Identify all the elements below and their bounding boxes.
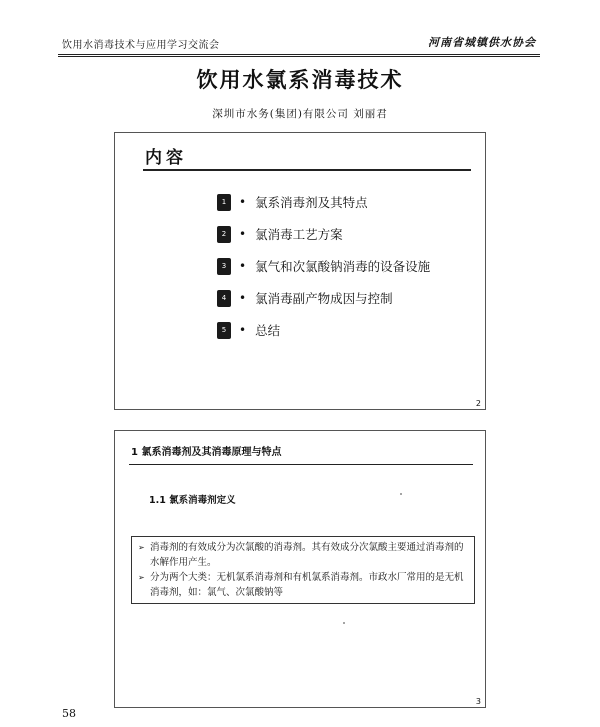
definition-item (138, 540, 468, 570)
contents-item (217, 192, 430, 212)
bullet-icon: • (239, 227, 247, 241)
slide-subheading: 1.1 氯系消毒剂定义 (149, 495, 236, 506)
running-header-organization: 河南省城镇供水协会 (428, 36, 536, 49)
contents-item (217, 320, 430, 340)
arrow-bullet-icon: ➢ (138, 543, 145, 552)
bullet-icon: • (239, 291, 247, 305)
author-line: 深圳市水务(集团)有限公司 刘丽君 (212, 108, 388, 120)
definition-item (138, 570, 468, 600)
contents-item-label: 氯消毒副产物成因与控制 (255, 291, 393, 306)
definition-text: 分为两个大类：无机氯系消毒剂和有机氯系消毒剂。市政水厂常用的是无机消毒剂，如：氯气、次氯酸钠等 (150, 572, 464, 598)
item-number-badge: 5 (217, 322, 231, 339)
bullet-icon: • (239, 323, 247, 337)
item-number-badge: 2 (217, 226, 231, 243)
contents-item-label: 氯气和次氯酸钠消毒的设备设施 (255, 259, 431, 274)
slide-contents (114, 132, 486, 410)
slide-definitions (114, 430, 486, 708)
contents-item (217, 256, 430, 276)
item-number-badge: 1 (217, 194, 231, 211)
contents-item-label: 氯消毒工艺方案 (255, 227, 343, 242)
slide-heading: 1 氯系消毒剂及其消毒原理与特点 (131, 447, 282, 458)
slide-page-number: 2 (475, 399, 481, 408)
contents-item-label: 总结 (255, 323, 281, 338)
scan-speck (343, 622, 345, 624)
contents-item (217, 288, 430, 308)
definition-text: 消毒剂的有效成分为次氯酸的消毒剂。其有效成分次氯酸主要通过消毒剂的水解作用产生。 (150, 542, 464, 568)
contents-item-label: 氯系消毒剂及其特点 (255, 195, 368, 210)
document-page-number: 58 (62, 707, 76, 720)
item-number-badge: 4 (217, 290, 231, 307)
bullet-icon: • (239, 259, 247, 273)
slide-heading: 内容 (145, 148, 187, 168)
slide-heading-rule (143, 169, 471, 171)
arrow-bullet-icon: ➢ (138, 573, 145, 582)
slide-heading-rule (129, 464, 473, 465)
definition-box (131, 536, 475, 604)
scan-speck (400, 493, 402, 495)
bullet-icon: • (239, 195, 247, 209)
slide-page-number: 3 (475, 697, 481, 706)
contents-item (217, 224, 430, 244)
contents-list (217, 192, 430, 352)
header-rule (58, 54, 540, 57)
document-title: 饮用水氯系消毒技术 (196, 67, 404, 92)
running-header-title: 饮用水消毒技术与应用学习交流会 (62, 40, 220, 51)
item-number-badge: 3 (217, 258, 231, 275)
